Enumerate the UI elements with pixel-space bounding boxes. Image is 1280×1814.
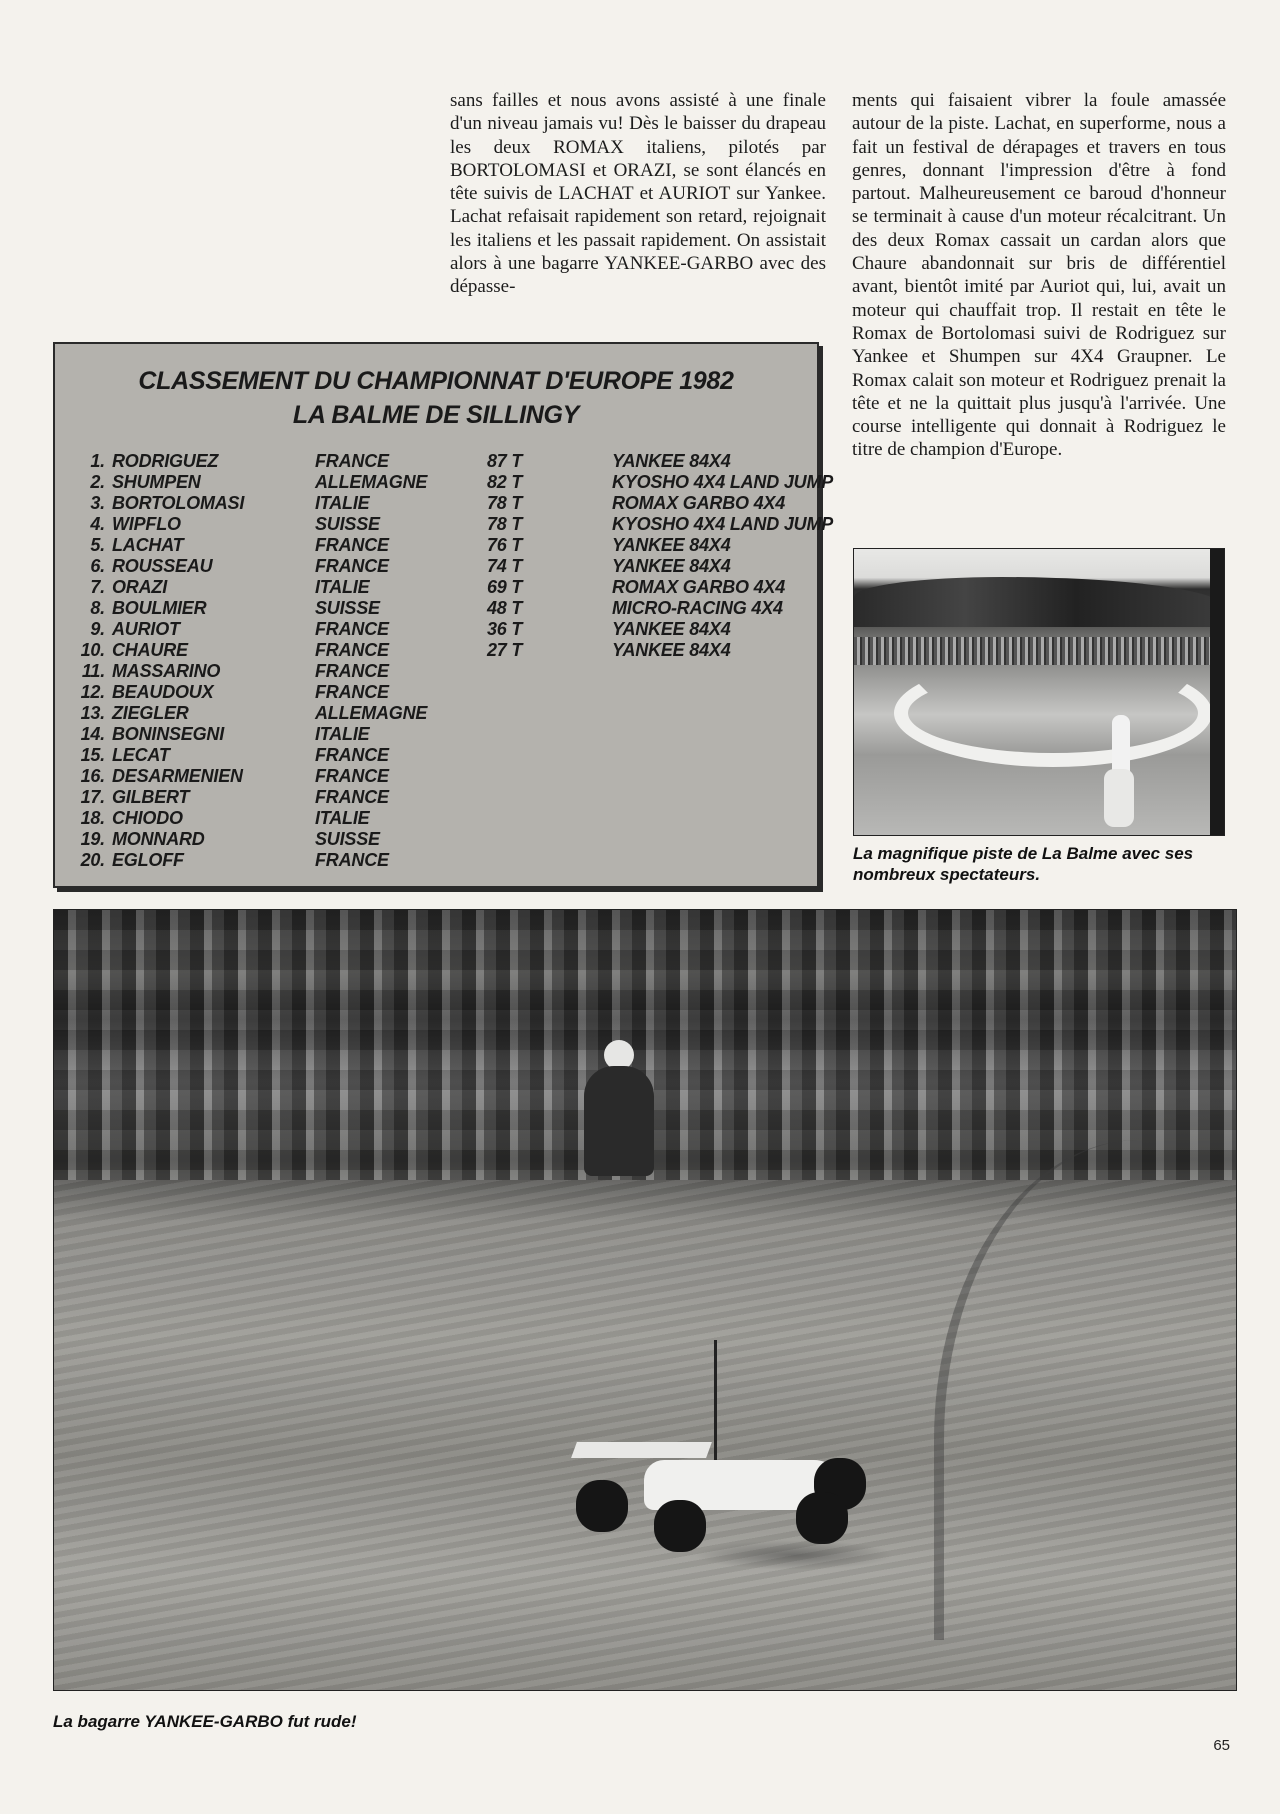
antenna <box>714 1340 717 1460</box>
result-name: CHAURE <box>112 640 188 660</box>
result-car: YANKEE 84X4 <box>612 535 731 555</box>
result-name: MONNARD <box>112 829 205 849</box>
result-laps: 82 T <box>487 472 523 492</box>
results-title-line-2: LA BALME DE SILLINGY <box>292 401 580 429</box>
wheel <box>796 1492 848 1544</box>
article-paragraph: ments qui faisaient vibrer la foule amassée autour de la piste. Lachat, en superforme, nous a fait un festival de dérapages et travers en tous genres, donnant l'impression d'être à fond partout. Malheureusement ce baroud d'honneur se terminait à cause d'un moteur récalcitrant. Un des deux Romax cassait un cardan alors que Chaure abandonnait sur bris de différentiel avant, bientôt imité par Auriot qui, lui, avait un moteur qui chauffait trop. Il restait en tête le Romax de Bortolomasi suivi de Rodriguez sur Yankee et Shumpen sur 4X4 Graupner. Le Romax calait son moteur et Rodriguez prenait la tête et ne la quittait plus jusqu'à l'arrivée. Une course intelligente qui donnait à Rodriguez le titre de champion d'Europe. <box>852 90 1226 461</box>
dust-cloud <box>694 1540 894 1570</box>
result-name: LACHAT <box>112 535 184 555</box>
result-country: SUISSE <box>315 514 380 534</box>
result-rank: 20. <box>80 850 105 870</box>
result-car: KYOSHO 4X4 LAND JUMP <box>612 514 834 534</box>
result-rank: 3. <box>90 493 105 513</box>
result-car: YANKEE 84X4 <box>612 619 731 639</box>
result-laps: 76 T <box>487 535 523 555</box>
article-paragraph: sans failles et nous avons assisté à une finale d'un niveau jamais vu! Dès le baisser du drapeau les deux ROMAX italiens, pilotés par BORTOLOMASI et ORAZI, se sont élancés en tête suivis de LACHAT et AURIOT sur Yankee. Lachat refaisait rapidement son retard, rejoignait les italiens et les passait rapidement. On assistait alors à une bagarre YANKEE-GARBO avec des dépasse- <box>450 90 826 298</box>
rear-wing <box>571 1442 712 1458</box>
result-laps: 36 T <box>487 619 523 639</box>
results-row <box>77 808 797 829</box>
result-name: BOULMIER <box>112 598 207 618</box>
result-country: FRANCE <box>315 682 389 702</box>
results-title-line-1: CLASSEMENT DU CHAMPIONNAT D'EUROPE 1982 <box>138 367 734 395</box>
race-photo <box>53 909 1237 1691</box>
results-title <box>55 364 817 432</box>
result-car: ROMAX GARBO 4X4 <box>612 493 786 513</box>
kneeling-pilot <box>574 1040 669 1240</box>
result-name: GILBERT <box>112 787 190 807</box>
result-name: CHIODO <box>112 808 183 828</box>
result-rank: 6. <box>90 556 105 576</box>
trees <box>854 577 1224 627</box>
results-row <box>77 493 797 514</box>
results-row <box>77 703 797 724</box>
results-row <box>77 598 797 619</box>
result-laps: 78 T <box>487 514 523 534</box>
result-country: FRANCE <box>315 745 389 765</box>
result-country: ITALIE <box>315 808 370 828</box>
track-curve <box>894 659 1212 767</box>
results-row <box>77 682 797 703</box>
result-car: ROMAX GARBO 4X4 <box>612 577 786 597</box>
result-country: FRANCE <box>315 451 389 471</box>
result-name: BONINSEGNI <box>112 724 225 744</box>
roof-edge <box>1210 549 1224 835</box>
result-name: WIPFLO <box>112 514 181 534</box>
result-laps: 78 T <box>487 493 523 513</box>
result-laps: 69 T <box>487 577 523 597</box>
result-car: KYOSHO 4X4 LAND JUMP <box>612 472 834 492</box>
result-rank: 18. <box>80 808 105 828</box>
results-row <box>77 766 797 787</box>
wheel <box>576 1480 628 1532</box>
result-laps: 87 T <box>487 451 523 471</box>
result-rank: 11. <box>81 661 105 681</box>
race-photo-caption: La bagarre YANKEE-GARBO fut rude! <box>53 1712 357 1731</box>
results-row <box>77 535 797 556</box>
article-column-1 <box>450 89 826 299</box>
result-name: ROUSSEAU <box>112 556 213 576</box>
result-car: YANKEE 84X4 <box>612 451 731 471</box>
result-country: FRANCE <box>315 640 389 660</box>
result-rank: 15. <box>80 745 105 765</box>
result-laps: 48 T <box>487 598 523 618</box>
result-laps: 74 T <box>487 556 523 576</box>
result-country: SUISSE <box>315 829 380 849</box>
results-row <box>77 661 797 682</box>
result-country: ITALIE <box>315 577 370 597</box>
result-rank: 10. <box>80 640 105 660</box>
result-rank: 5. <box>90 535 105 555</box>
result-rank: 2. <box>90 472 105 492</box>
result-rank: 8. <box>90 598 105 618</box>
result-name: BORTOLOMASI <box>112 493 245 513</box>
results-table <box>53 342 834 888</box>
result-name: ORAZI <box>112 577 167 597</box>
results-row <box>77 514 834 535</box>
results-row <box>77 451 797 472</box>
result-country: FRANCE <box>315 619 389 639</box>
spectator-figure <box>1112 715 1130 775</box>
result-country: ALLEMAGNE <box>315 703 428 723</box>
result-rank: 4. <box>90 514 105 534</box>
result-name: SHUMPEN <box>112 472 201 492</box>
page-number: 65 <box>1213 1737 1230 1754</box>
results-row <box>77 472 834 493</box>
result-country: FRANCE <box>315 556 389 576</box>
track-photo-caption: La magnifique piste de La Balme avec ses nombreux spectateurs. <box>853 844 1194 884</box>
results-row <box>77 556 797 577</box>
result-name: LECAT <box>112 745 170 765</box>
result-country: FRANCE <box>315 766 389 786</box>
result-rank: 14. <box>80 724 105 744</box>
results-list <box>77 451 834 871</box>
results-row <box>77 724 797 745</box>
results-row <box>77 619 797 640</box>
result-rank: 7. <box>90 577 105 597</box>
result-rank: 1. <box>90 451 105 471</box>
results-row <box>77 577 797 598</box>
rc-buggy <box>574 1430 904 1570</box>
result-rank: 16. <box>80 766 105 786</box>
result-country: ALLEMAGNE <box>315 472 428 492</box>
result-name: RODRIGUEZ <box>112 451 219 471</box>
pilot-body <box>584 1066 654 1176</box>
result-rank: 19. <box>80 829 105 849</box>
results-row <box>77 850 797 871</box>
result-country: FRANCE <box>315 535 389 555</box>
article-column-2 <box>852 89 1226 462</box>
result-country: FRANCE <box>315 850 389 870</box>
result-name: MASSARINO <box>112 661 221 681</box>
result-rank: 17. <box>80 787 105 807</box>
result-country: FRANCE <box>315 787 389 807</box>
track-photo <box>853 548 1225 836</box>
result-country: SUISSE <box>315 598 380 618</box>
result-car: MICRO-RACING 4X4 <box>612 598 783 618</box>
spectator-figure <box>1104 769 1134 827</box>
results-row <box>77 829 797 850</box>
result-name: EGLOFF <box>112 850 184 870</box>
result-name: ZIEGLER <box>112 703 189 723</box>
results-row <box>77 745 797 766</box>
result-name: AURIOT <box>112 619 180 639</box>
results-row <box>77 787 797 808</box>
result-car: YANKEE 84X4 <box>612 640 731 660</box>
result-rank: 13. <box>80 703 105 723</box>
result-car: YANKEE 84X4 <box>612 556 731 576</box>
results-row <box>77 640 797 661</box>
result-rank: 12. <box>80 682 105 702</box>
result-name: BEAUDOUX <box>112 682 214 702</box>
result-laps: 27 T <box>487 640 523 660</box>
result-rank: 9. <box>90 619 105 639</box>
result-country: FRANCE <box>315 661 389 681</box>
result-country: ITALIE <box>315 724 370 744</box>
result-country: ITALIE <box>315 493 370 513</box>
result-name: DESARMENIEN <box>112 766 243 786</box>
